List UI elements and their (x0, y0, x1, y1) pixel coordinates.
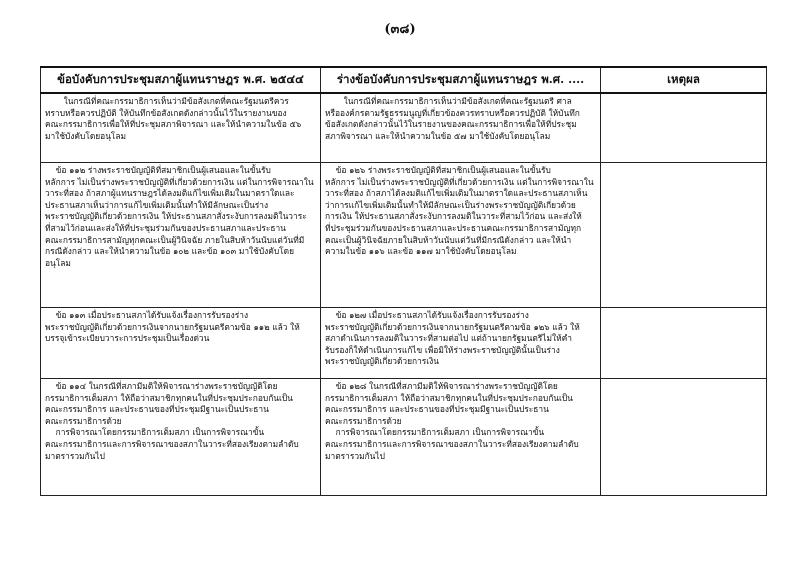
table-header-row (41, 67, 767, 93)
header-draft-regulation: ร่างข้อบังคับการประชุมสภาผู้แทนราษฎร พ.ศ. .... (321, 67, 601, 93)
reason-cell (601, 379, 767, 496)
table-row (41, 93, 767, 163)
comparison-table (40, 66, 767, 496)
header-reason: เหตุผล (601, 67, 767, 93)
current-text-cell: ข้อ ๑๑๔ ในกรณีที่สภามีมติให้พิจารณาร่างพระราชบัญญัติโดย กรรมาธิการเต็มสภา ให้ถือว่าสมาชิกทุกคนในที่ประชุมประกอบกันเป็น คณะกรรมาธิการ และประธานของที่ประชุมมีฐานะเป็นประธาน คณะกรรมาธิการด้วย การพิจารณาโดยกรรมาธิการเต็มสภา เป็นการพิจารณาขั้น คณะกรรมาธิการและการพิจารณาของสภาในวาระที่สองเรียงตามลำดับ มาตรารวมกันไป (41, 379, 321, 496)
draft-text-cell: ข้อ ๑๒๘ ในกรณีที่สภามีมติให้พิจารณาร่างพระราชบัญญัติโดย กรรมาธิการเต็มสภา ให้ถือว่าสมาชิกทุกคนในที่ประชุมประกอบกันเป็น คณะกรรมาธิการ และประธานของที่ประชุมมีฐานะเป็นประธาน คณะกรรมาธิการด้วย การพิจารณาโดยกรรมาธิการเต็มสภา เป็นการพิจารณาขั้น คณะกรรมาธิการและการพิจารณาของสภาในวาระที่สองเรียงตามลำดับ มาตรารวมกันไป (321, 379, 601, 496)
current-text-cell: ในกรณีที่คณะกรรมาธิการเห็นว่ามีข้อสังเกตที่คณะรัฐมนตรีควร ทราบหรือควรปฏิบัติ ให้บันทึกข้อสังเกตดังกล่าวนั้นไว้ในรายงานของ คณะกรรมาธิการเพื่อให้ที่ประชุมสภาพิจารณา และให้นำความในข้อ ๕๖ มาใช้บังคับโดยอนุโลม (41, 93, 321, 163)
current-text-cell: ข้อ ๑๑๓ เมื่อประธานสภาได้รับแจ้งเรื่องการรับรองร่าง พระราชบัญญัติเกี่ยวด้วยการเงินจากนายกรัฐมนตรีตามข้อ ๑๑๒ แล้ว ให้ บรรจุเข้าระเบียบวาระการประชุมเป็นเรื่องด่วน (41, 308, 321, 379)
page-number: (๓๘) (384, 22, 416, 37)
draft-text-cell: ในกรณีที่คณะกรรมาธิการเห็นว่ามีข้อสังเกตที่คณะรัฐมนตรี ศาล หรือองค์กรตามรัฐธรรมนูญที่เกี่ยวข้องควรทราบหรือควรปฏิบัติ ให้บันทึก ข้อสังเกตดังกล่าวนั้นไว้ในรายงานของคณะกรรมาธิการเพื่อให้ที่ประชุม สภาพิจารณา และให้นำความในข้อ ๕๗ มาใช้บังคับโดยอนุโลม (321, 93, 601, 163)
reason-cell (601, 163, 767, 308)
reason-cell (601, 93, 767, 163)
draft-text-cell: ข้อ ๑๒๗ เมื่อประธานสภาได้รับแจ้งเรื่องการรับรองร่าง พระราชบัญญัติเกี่ยวด้วยการเงินจากนายกรัฐมนตรีตามข้อ ๑๒๖ แล้ว ให้ สภาดำเนินการลงมติในวาระที่สามต่อไป แต่ถ้านายกรัฐมนตรีไม่ให้คำ รับรองก็ให้ดำเนินการแก้ไข เพื่อมิให้ร่างพระราชบัญญัตินั้นเป็นร่าง พระราชบัญญัติเกี่ยวด้วยการเงิน (321, 308, 601, 379)
table-row (41, 163, 767, 308)
current-text-cell: ข้อ ๑๑๒ ร่างพระราชบัญญัติที่สมาชิกเป็นผู้เสนอและในขั้นรับ หลักการ ไม่เป็นร่างพระราชบัญญัติที่เกี่ยวด้วยการเงิน แต่ในการพิจารณาใน วาระที่สอง ถ้าสภาผู้แทนราษฎรได้ลงมติแก้ไขเพิ่มเติมในมาตราใดและ ประธานสภาเห็นว่าการแก้ไขเพิ่มเติมนั้นทำให้มีลักษณะเป็นร่าง พระราชบัญญัติเกี่ยวด้วยการเงิน ให้ประธานสภาสั่งระงับการลงมติในวาระ ที่สามไว้ก่อนและส่งให้ที่ประชุมร่วมกันของประธานสภาและประธาน คณะกรรมาธิการสามัญทุกคณะเป็นผู้วินิจฉัย ภายในสิบห้าวันนับแต่วันที่มี กรณีดังกล่าว และให้นำความในข้อ ๑๐๒ และข้อ ๑๐๓ มาใช้บังคับโดย อนุโลม (41, 163, 321, 308)
header-current-regulation: ข้อบังคับการประชุมสภาผู้แทนราษฎร พ.ศ. ๒๕๔๔ (41, 67, 321, 93)
table-row (41, 308, 767, 379)
draft-text-cell: ข้อ ๑๒๖ ร่างพระราชบัญญัติที่สมาชิกเป็นผู้เสนอและในขั้นรับ หลักการ ไม่เป็นร่างพระราชบัญญัติที่เกี่ยวด้วยการเงิน แต่ในการพิจารณาใน วาระที่สอง ถ้าสภาได้ลงมติแก้ไขเพิ่มเติมในมาตราใดและประธานสภาเห็น ว่าการแก้ไขเพิ่มเติมนั้นทำให้มีลักษณะเป็นร่างพระราชบัญญัติเกี่ยวด้วย การเงิน ให้ประธานสภาสั่งระงับการลงมติในวาระที่สามไว้ก่อน และส่งให้ ที่ประชุมร่วมกันของประธานสภาและประธานคณะกรรมาธิการสามัญทุก คณะเป็นผู้วินิจฉัยภายในสิบห้าวันนับแต่วันที่มีกรณีดังกล่าว และให้นำ ความในข้อ ๑๑๖ และข้อ ๑๑๗ มาใช้บังคับโดยอนุโลม (321, 163, 601, 308)
reason-cell (601, 308, 767, 379)
table-row (41, 379, 767, 496)
